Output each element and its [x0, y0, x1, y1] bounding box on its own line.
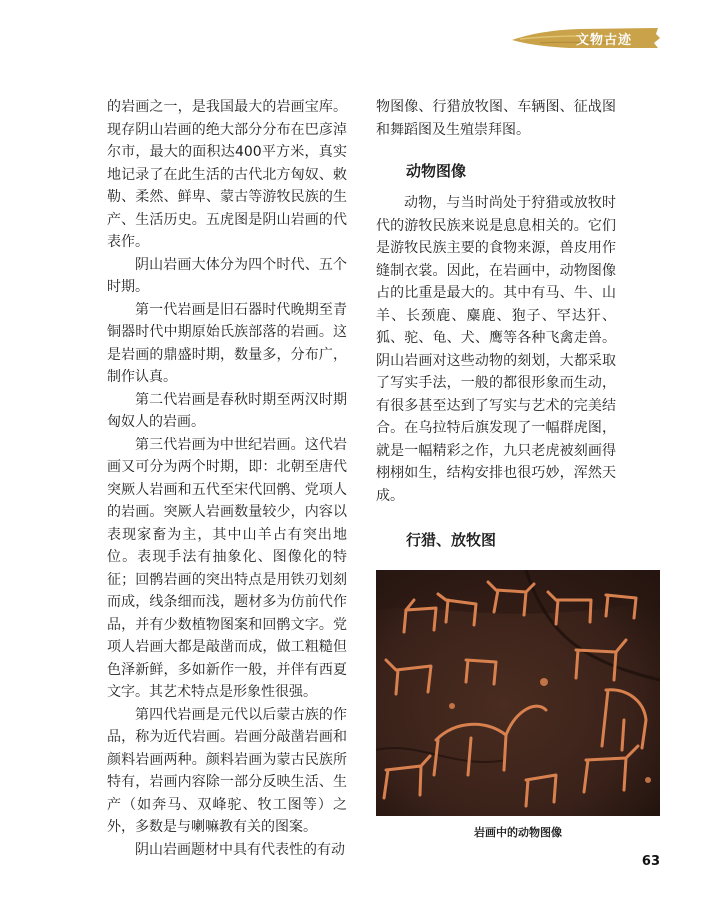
left-column — [107, 96, 347, 861]
paragraph: 的岩画之一，是我国最大的岩画宝库。现存阴山岩画的绝大部分分布在巴彦淖尔市，最大的面积达400平方米，真实地记录了在此生活的古代北方匈奴、敕勒、柔然、鲜卑、蒙古等游牧民族的生产、生活历史。五虎图是阴山岩画的代表作。 — [107, 99, 347, 250]
paragraph: 第二代岩画是春秋时期至两汉时期匈奴人的岩画。 — [107, 391, 347, 430]
section-heading-animals: 动物图像 — [406, 162, 467, 180]
section-tab-label: 文物古迹 — [575, 33, 632, 48]
paragraph: 阴山岩画大体分为四个时代、五个时期。 — [107, 256, 347, 295]
paragraph: 第一代岩画是旧石器时代晚期至青铜器时代中期原始氏族部落的岩画。这是岩画的鼎盛时期，数量多，分布广，制作认真。 — [107, 301, 347, 385]
paragraph: 物图像、行猎放牧图、车辆图、征战图和舞蹈图及生殖崇拜图。 — [376, 99, 616, 138]
photo-caption: 岩画中的动物图像 — [474, 826, 562, 839]
paragraph: 阴山岩画题材中具有代表性的有动 — [135, 841, 345, 858]
section-heading-hunting: 行猎、放牧图 — [406, 531, 497, 549]
section-tab — [510, 26, 660, 50]
paragraph: 第四代岩画是元代以后蒙古族的作品，称为近代岩画。岩画分敲凿岩画和颜料岩画两种。颜料岩画为蒙古民族所特有，岩画内容除一部分反映生活、生产（如奔马、双峰驼、牧工图等）之外，多数是与喇嘛教有关的图案。 — [107, 706, 347, 835]
paragraph: 第三代岩画为中世纪岩画。这代岩画又可分为两个时期，即：北朝至唐代突厥人岩画和五代至宋代回鹘、党项人的岩画。突厥人岩画数量较少，内容以表现家畜为主，其中山羊占有突出地位。表现手法有抽象化、图像化的特征；回鹘岩画的突出特点是用铁刃划刻而成，线条细而浅，题材多为仿前代作品，并有少数植物图案和回鹘文字。党项人岩画大都是敲凿而成，做工粗糙但色泽新鲜，多如新作一般，并伴有西夏文字。其艺术特点是形象性很强。 — [107, 436, 347, 700]
right-column — [376, 96, 616, 557]
page-number: 63 — [641, 854, 660, 869]
rock-art-photo — [376, 570, 660, 816]
paragraph: 动物，与当时尚处于狩猎或放牧时代的游牧民族来说是息息相关的。它们是游牧民族主要的食物来源，兽皮用作缝制衣裳。因此，在岩画中，动物图像占的比重是最大的。其中有马、牛、山羊、长颈鹿、麋鹿、狍子、罕达犴、狐、驼、龟、犬、鹰等各种飞禽走兽。阴山岩画对这些动物的刻划，大都采取了写实手法，一般的都很形象而生动，有很多甚至达到了写实与艺术的完美结合。在乌拉特后旗发现了一幅群虎图，就是一幅精彩之作，九只老虎被刻画得栩栩如生，结构安排也很巧妙，浑然天成。 — [376, 195, 616, 504]
rock-art-illustration — [376, 570, 660, 816]
